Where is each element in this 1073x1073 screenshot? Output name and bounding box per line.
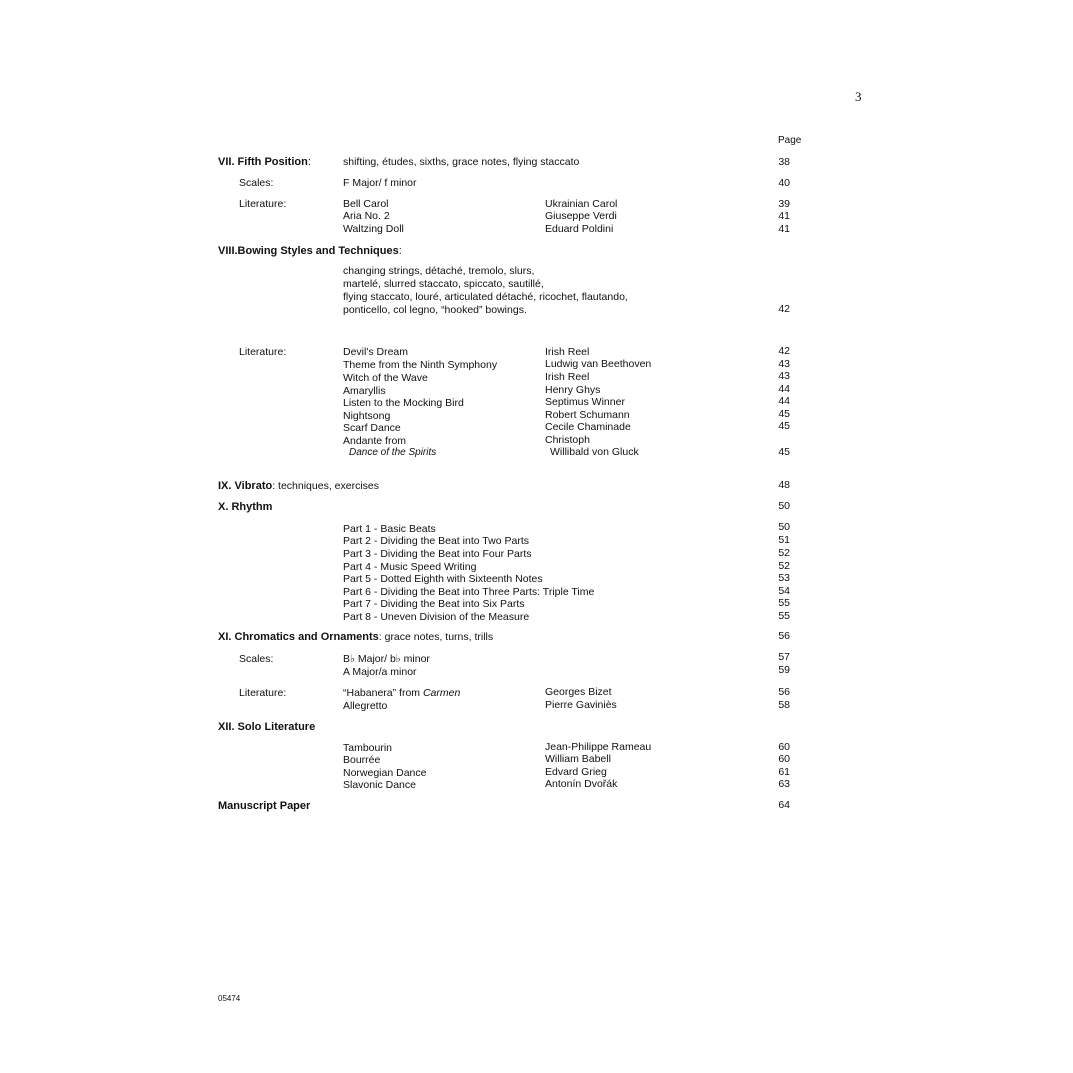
- list-item-page: 60: [778, 741, 790, 753]
- section-x-page: 50: [778, 500, 790, 512]
- list-item-page: 55: [778, 597, 790, 609]
- list-item-title: Devil's Dream: [343, 346, 409, 358]
- section-ix-title: IX. Vibrato: techniques, exercises: [218, 480, 380, 492]
- list-item-page: 52: [778, 547, 790, 559]
- list-item-title: Dance of the Spirits: [349, 447, 437, 458]
- list-item-page: 43: [778, 370, 790, 382]
- list-item-composer: Antonín Dvořák: [545, 778, 618, 790]
- list-item-composer: Giuseppe Verdi: [545, 210, 617, 222]
- list-item-page: 53: [778, 572, 790, 584]
- list-item-title: Allegretto: [343, 700, 388, 712]
- list-item-page: 51: [778, 534, 790, 546]
- list-item-page: 50: [778, 521, 790, 533]
- section-viii-desc-line: ponticello, col legno, “hooked” bowings.: [343, 304, 527, 316]
- list-item-page: 59: [778, 664, 790, 676]
- list-item-title: Part 2 - Dividing the Beat into Two Parts: [343, 535, 529, 547]
- manuscript-paper-page: 64: [778, 799, 790, 811]
- list-item-page: 45: [778, 408, 790, 420]
- list-item-composer: Eduard Poldini: [545, 223, 614, 235]
- list-item-title: Tambourin: [343, 742, 393, 754]
- list-item-title: Nightsong: [343, 410, 391, 422]
- list-item-title: Part 5 - Dotted Eighth with Sixteenth Notes: [343, 573, 543, 585]
- list-item-title: Scarf Dance: [343, 422, 401, 434]
- list-item-composer: Septimus Winner: [545, 396, 625, 408]
- list-item-title: Norwegian Dance: [343, 767, 427, 779]
- list-item-page: 44: [778, 383, 790, 395]
- list-item-page: 41: [778, 223, 790, 235]
- section-viii-desc-line: changing strings, détaché, tremolo, slurs,: [343, 265, 535, 277]
- list-item-composer: Ludwig van Beethoven: [545, 358, 652, 370]
- list-item-composer: Christoph: [545, 434, 590, 446]
- list-item-composer: Irish Reel: [545, 371, 590, 383]
- list-item-title: Theme from the Ninth Symphony: [343, 359, 498, 371]
- section-vii-title: VII. Fifth Position:: [218, 156, 311, 168]
- list-item-title: Bourrée: [343, 754, 381, 766]
- list-item-page: 43: [778, 358, 790, 370]
- list-item-title: Amaryllis: [343, 385, 386, 397]
- section-xii-title: XII. Solo Literature: [218, 721, 316, 733]
- section-xi-title: XI. Chromatics and Ornaments: grace notes, turns, trills: [218, 631, 494, 643]
- list-item-title: B♭ Major/ b♭ minor: [343, 653, 430, 665]
- list-item-title: Listen to the Mocking Bird: [343, 397, 464, 409]
- list-item-page: 52: [778, 560, 790, 572]
- list-item-page: 45: [778, 420, 790, 432]
- list-item-title: Aria No. 2: [343, 210, 390, 222]
- section-viii-desc-line: martelé, slurred staccato, spiccato, sautillé,: [343, 278, 544, 290]
- section-vii-scales: F Major/ f minor: [343, 177, 417, 189]
- list-item-title: Part 1 - Basic Beats: [343, 523, 436, 535]
- list-item-title: Part 3 - Dividing the Beat into Four Parts: [343, 548, 532, 560]
- list-item-title: “Habanera” from Carmen: [343, 687, 461, 699]
- section-xi-scales-label: Scales:: [239, 653, 274, 665]
- section-viii-desc-line: flying staccato, louré, articulated détaché, ricochet, flautando,: [343, 291, 628, 303]
- list-item-composer: Cecile Chaminade: [545, 421, 631, 433]
- list-item-title: Part 4 - Music Speed Writing: [343, 561, 477, 573]
- list-item-composer: Robert Schumann: [545, 409, 630, 421]
- list-item-page: 61: [778, 766, 790, 778]
- list-item-page: 41: [778, 210, 790, 222]
- section-viii-literature-label: Literature:: [239, 346, 287, 358]
- list-item-title: Slavonic Dance: [343, 779, 416, 791]
- list-item-composer: Georges Bizet: [545, 686, 612, 698]
- section-viii-title: VIII.Bowing Styles and Techniques:: [218, 245, 402, 257]
- list-item-page: 58: [778, 699, 790, 711]
- section-xi-literature-label: Literature:: [239, 687, 287, 699]
- list-item-title: Waltzing Doll: [343, 223, 404, 235]
- section-vii-page: 38: [778, 156, 790, 168]
- list-item-title: Witch of the Wave: [343, 372, 428, 384]
- section-ix-page: 48: [778, 479, 790, 491]
- list-item-title: Part 6 - Dividing the Beat into Three Parts: Triple Time: [343, 586, 595, 598]
- section-vii-literature-label: Literature:: [239, 198, 287, 210]
- list-item-title: A Major/a minor: [343, 666, 417, 678]
- footer-catalog-code: 05474: [218, 994, 241, 1003]
- list-item-composer: Pierre Gaviniès: [545, 699, 617, 711]
- section-vii-description: shifting, études, sixths, grace notes, flying staccato: [343, 156, 580, 168]
- list-item-page: 54: [778, 585, 790, 597]
- page-number: 3: [855, 89, 862, 104]
- list-item-title: Bell Carol: [343, 198, 389, 210]
- list-item-composer: Edvard Grieg: [545, 766, 607, 778]
- page-column-header: Page: [778, 135, 802, 146]
- list-item-page: 39: [778, 198, 790, 210]
- list-item-title: Andante from: [343, 435, 407, 447]
- manuscript-paper-title: Manuscript Paper: [218, 800, 311, 812]
- list-item-page: 60: [778, 753, 790, 765]
- list-item-page: 45: [778, 446, 790, 458]
- section-x-title: X. Rhythm: [218, 501, 273, 513]
- list-item-page: 55: [778, 610, 790, 622]
- list-item-composer: Willibald von Gluck: [550, 446, 639, 458]
- list-item-composer: Ukrainian Carol: [545, 198, 618, 210]
- list-item-composer: William Babell: [545, 753, 611, 765]
- list-item-page: 42: [778, 345, 790, 357]
- list-item-page: 56: [778, 686, 790, 698]
- list-item-composer: Jean-Philippe Rameau: [545, 741, 652, 753]
- section-viii-desc-page: 42: [778, 303, 790, 315]
- section-vii-scales-label: Scales:: [239, 177, 274, 189]
- section-vii-scales-page: 40: [778, 177, 790, 189]
- list-item-page: 44: [778, 395, 790, 407]
- list-item-title: Part 8 - Uneven Division of the Measure: [343, 611, 530, 623]
- list-item-composer: Irish Reel: [545, 346, 590, 358]
- list-item-page: 63: [778, 778, 790, 790]
- list-item-title: Part 7 - Dividing the Beat into Six Parts: [343, 598, 525, 610]
- list-item-composer: Henry Ghys: [545, 384, 601, 396]
- section-xi-page: 56: [778, 630, 790, 642]
- list-item-page: 57: [778, 651, 790, 663]
